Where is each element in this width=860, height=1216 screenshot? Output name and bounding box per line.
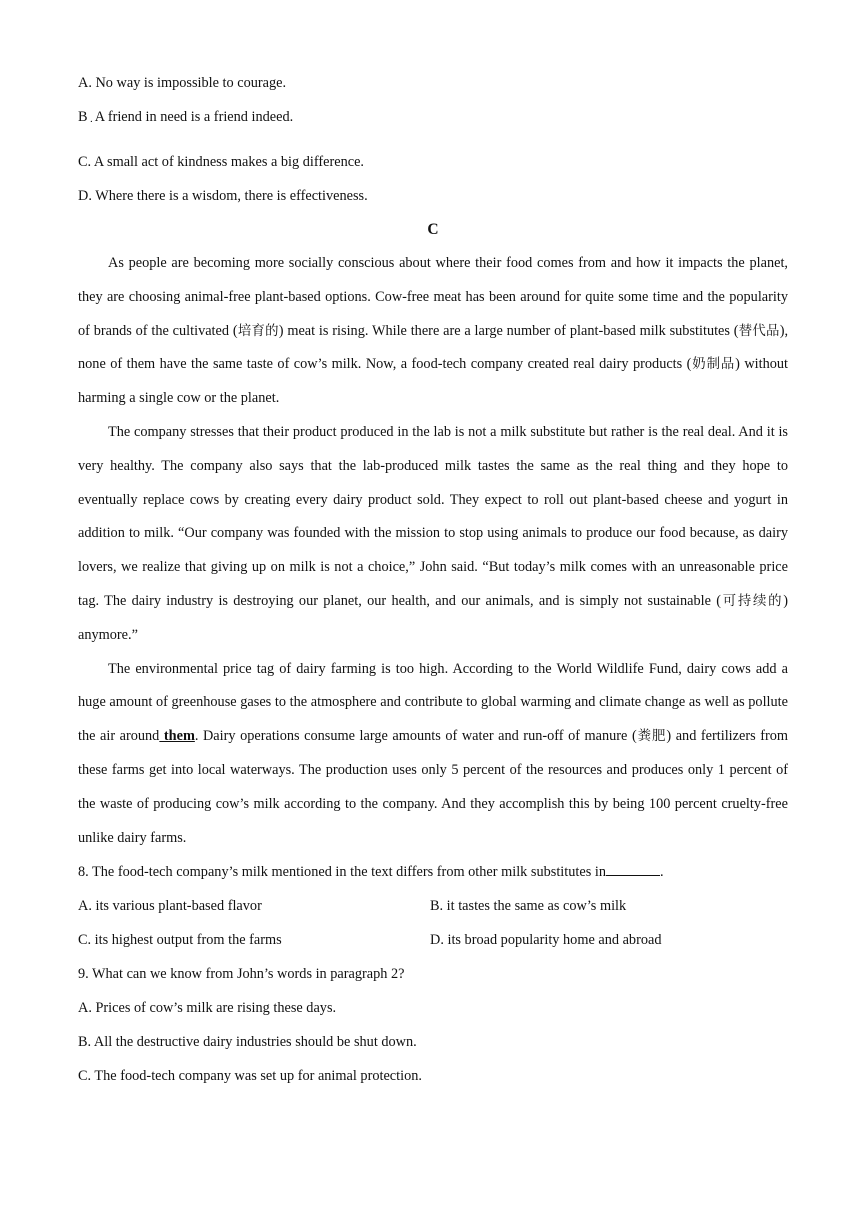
passage-paragraph-2 [78,416,788,653]
question-8-options-row-1 [78,889,788,923]
paragraph-text: ) meat is rising. While there are a large number of plant-based milk substitutes ( [278,322,739,339]
question-end: . [659,864,664,881]
passage-paragraph-3 [78,653,788,856]
question-9-option-a: A. Prices of cow’s milk are rising these days. [78,1000,337,1017]
paragraph-text: As people are becoming more socially conscious about where their food comes from and how it impacts the planet, they are choosing animal-free plant-based options. Cow-free meat has been around for quite some time and the popularity of brands of the cultivated ( [78,255,788,339]
paragraph-text: ) without harming a single cow or the planet. [78,356,789,407]
underlined-word-them: them [159,728,195,745]
question-8-option-a: A. its various plant-based flavor [78,898,262,915]
paragraph-text: . Dairy operations consume large amounts of water and run-off of manure ( [194,728,637,745]
paragraph-text: ), none of them have the same taste of cow’s milk. Now, a food-tech company created real dairy products ( [78,322,789,373]
prev-option-a: A. No way is impossible to courage. [78,75,287,91]
question-8-options-row-2 [78,923,788,957]
option-dot: . [90,113,93,125]
chinese-gloss: 培育的 [237,323,279,339]
chinese-gloss: 粪肥 [636,729,667,745]
question-9-option-c: C. The food-tech company was set up for animal protection. [78,1068,422,1085]
spacer [78,134,788,145]
question-9-option-b: B. All the destructive dairy industries should be shut down. [78,1034,417,1051]
paragraph-text: The company stresses that their product produced in the lab is not a milk substitute but rather is the real deal. And it is very healthy. The company also says that the lab-produced milk tastes the same as the real thing and they hope to eventually replace cows by creating every dairy product sold. They expect to roll out plant-based cheese and yogurt in addition to milk. “Our company was founded with the mission to stop using animals to produce our food because, as dairy lovers, we realize that giving up on milk is not a choice,” John said. “But today’s milk comes with an unreasonable price tag. The dairy industry is destroying our planet, our health, and our animals, and is simply not sustainable ( [78,423,788,609]
prev-option-b [78,100,788,134]
option-letter: B [78,109,88,125]
question-8-option-d: D. its broad popularity home and abroad [430,932,662,949]
answer-blank [606,861,660,876]
question-8-stem [78,855,788,889]
question-8-option-c: C. its highest output from the farms [78,932,282,949]
section-heading: C [427,221,439,238]
passage-paragraph-1 [78,247,788,416]
chinese-gloss: 奶制品 [691,357,736,373]
chinese-gloss: 可持续的 [721,593,784,609]
prev-option-d: D. Where there is a wisdom, there is effectiveness. [78,188,368,204]
question-text: 8. The food-tech company’s milk mentioned in the text differs from other milk substitutes in [78,864,606,881]
prev-option-c: C. A small act of kindness makes a big difference. [78,154,365,170]
paragraph-text: The environmental price tag of dairy farming is too high. According to the World Wildlife Fund, dairy cows add a huge amount of greenhouse gases to the atmosphere and contribute to global warming and climate change as well as pollute the air around [78,660,788,745]
document-page [78,66,788,1093]
paragraph-text: ) anymore.” [78,592,788,643]
question-8-option-b: B. it tastes the same as cow’s milk [430,898,627,915]
question-9-stem: 9. What can we know from John’s words in paragraph 2? [78,966,405,983]
chinese-gloss: 替代品 [738,323,780,339]
paragraph-text: ) and fertilizers from these farms get into local waterways. The production uses only 5 percent of the resources and produces only 1 percent of the waste of producing cow’s milk according to the company. And they accomplish this by being 100 percent cruelty-free unlike dairy farms. [78,728,788,846]
option-text: A friend in need is a friend indeed. [94,109,294,125]
